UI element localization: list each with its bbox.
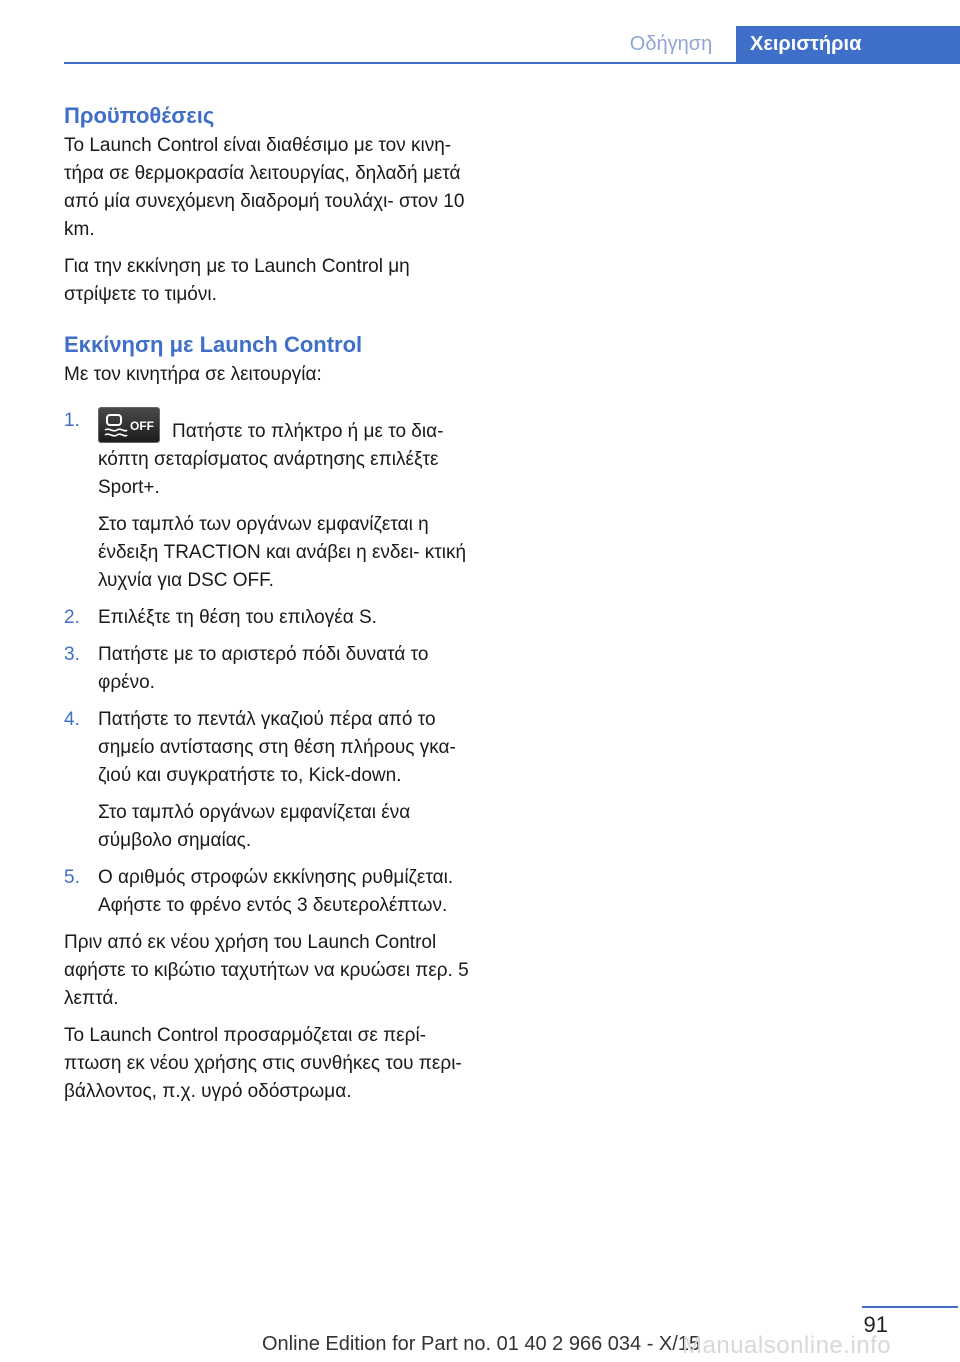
page-number: 91: [863, 1312, 888, 1337]
paragraph: Το Launch Control προσαρμόζεται σε περί‐ πτωση εκ νέου χρήσης στις συνθήκες του περι‐ βάλλοντος, π.χ. υγρό οδόστρωμα.: [64, 1025, 462, 1102]
step-number: 4.: [64, 709, 80, 730]
step-text: Πατήστε με το αριστερό πόδι δυνατά το φρένο.: [98, 644, 429, 693]
footer-rule: [862, 1306, 958, 1308]
step-item: [64, 407, 482, 595]
step-item: [64, 604, 482, 632]
step-text-content: Πατήστε το πλήκτρο ή με το δια‐ κόπτη σεταρίσματος ανάρτησης επιλέξτε Sport+.: [98, 421, 444, 498]
paragraph-intro: Με τον κινητήρα σε λειτουργία:: [64, 364, 322, 385]
footer-edition: Online Edition for Part no. 01 40 2 966 034 - X/15: [262, 1333, 701, 1355]
dsc-off-button-icon: [98, 407, 160, 443]
step-text: [98, 407, 482, 502]
section-title-launch-control: Εκκίνηση με Launch Control: [64, 332, 363, 357]
step-text: Ο αριθμός στροφών εκκίνησης ρυθμίζεται. Αφήστε το φρένο εντός 3 δευτερολέπτων.: [98, 867, 454, 916]
paragraph: Πριν από εκ νέου χρήση του Launch Control αφήστε το κιβώτιο ταχυτήτων να κρυώσει περ. 5 λεπτά.: [64, 932, 469, 1009]
dsc-off-svg: [99, 408, 159, 442]
step-item: [64, 864, 482, 920]
header-section-tab: Οδήγηση: [629, 33, 713, 55]
dsc-off-label: OFF: [130, 419, 154, 433]
step-note: Στο ταμπλό των οργάνων εμφανίζεται η ένδειξη TRACTION και ανάβει η ενδει‐ κτική λυχνία για DSC OFF.: [98, 514, 467, 591]
paragraph: Το Launch Control είναι διαθέσιμο με τον κινη‐ τήρα σε θερμοκρασία λειτουργίας, δηλαδή μετά από μία συνεχόμενη διαδρομή τουλάχι‐ στον 10 km.: [64, 135, 465, 240]
step-number: 3.: [64, 644, 80, 665]
step-number: 2.: [64, 607, 80, 628]
step-text: Πατήστε το πεντάλ γκαζιού πέρα από το σημείο αντίστασης στη θέση πλήρους γκα‐ ζιού και συγκρατήστε το, Kick-down.: [98, 709, 456, 786]
step-text: Επιλέξτε τη θέση του επιλογέα S.: [98, 607, 377, 628]
header-chapter-tab: Χειριστήρια: [736, 26, 960, 62]
paragraph: Για την εκκίνηση με το Launch Control μη στρίψετε το τιμόνι.: [64, 256, 410, 305]
step-number: 5.: [64, 867, 80, 888]
section-title-prerequisites: Προϋποθέσεις: [64, 103, 215, 128]
step-item: [64, 706, 482, 855]
step-item: [64, 641, 482, 697]
step-number: 1.: [64, 410, 80, 431]
watermark: Manualsonline.info: [682, 1332, 892, 1359]
main-content: [64, 100, 482, 1115]
page-header: [64, 26, 960, 64]
steps-list: [64, 407, 482, 920]
step-note: Στο ταμπλό οργάνων εμφανίζεται ένα σύμβολο σημαίας.: [98, 802, 411, 851]
